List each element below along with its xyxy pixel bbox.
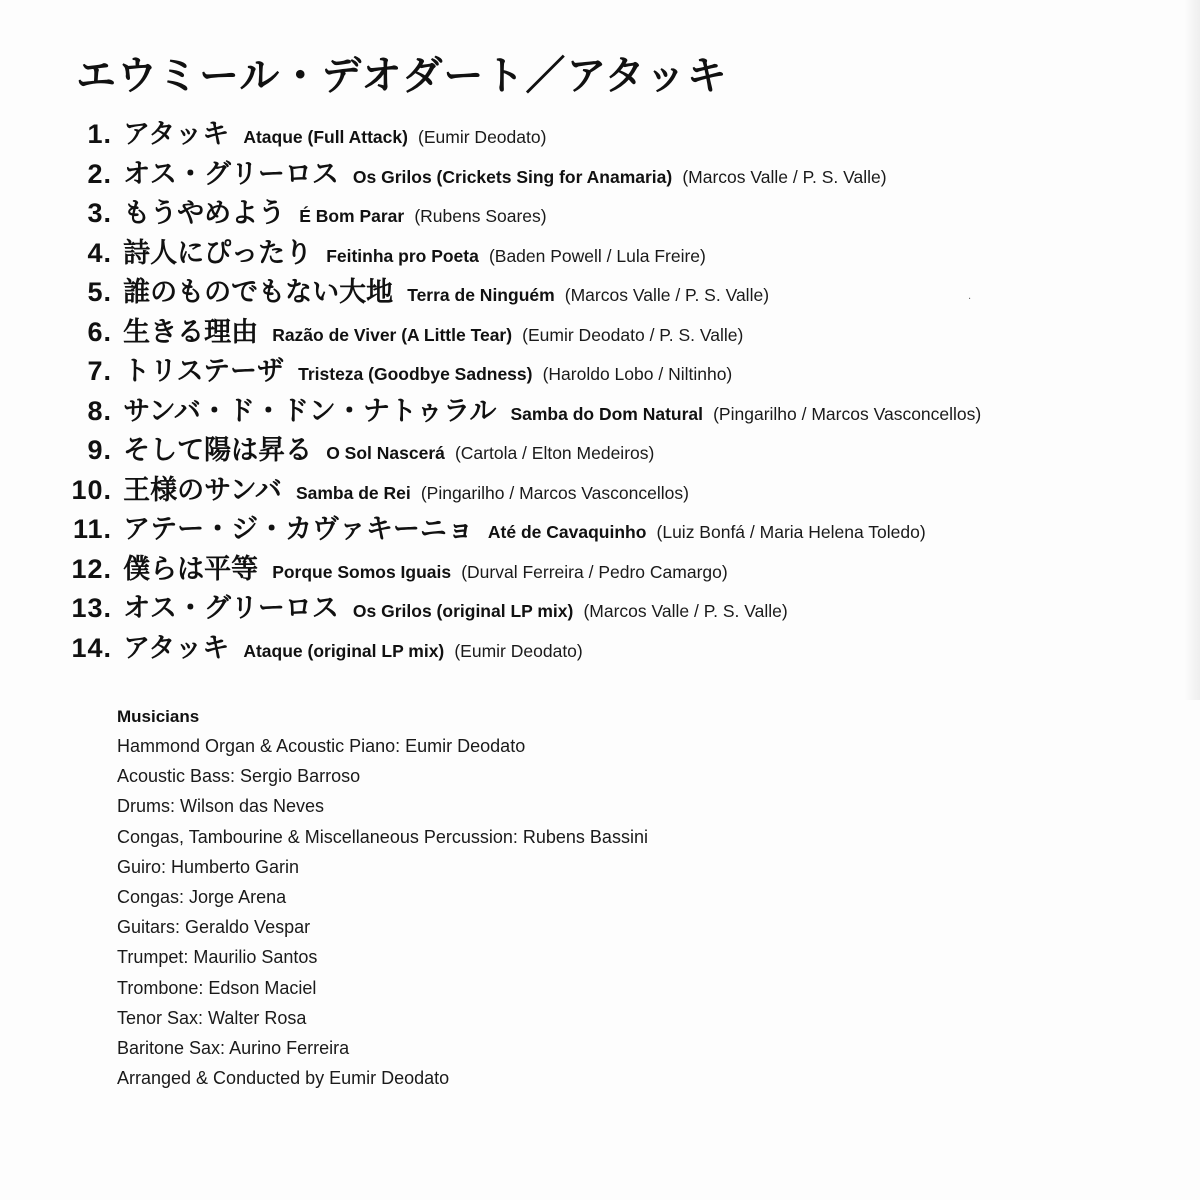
track-title-original: Até de Cavaquinho [487, 522, 647, 542]
track-number: 2. [87, 158, 112, 189]
track-title-japanese: そして陽は昇る [123, 435, 313, 466]
track-composer-credit: (Eumir Deodato) [454, 640, 583, 661]
track-row [0, 234, 1200, 274]
track-title-japanese: アテー・ジ・カヴァキーニョ [123, 514, 474, 545]
musician-credit: Guiro: Humberto Garin [117, 856, 300, 877]
track-composer-credit: (Cartola / Elton Medeiros) [454, 443, 655, 463]
album-title: エウミール・デオダート／アタッキ [76, 53, 728, 99]
track-composer-credit: (Pingarilho / Marcos Vasconcellos) [713, 403, 982, 424]
track-title-original: Os Grilos (original LP mix) [352, 601, 574, 621]
musician-credit: Arranged & Conducted by Eumir Deodato [117, 1068, 450, 1089]
musician-credit: Trombone: Edson Maciel [117, 977, 317, 998]
musician-credit: Drums: Wilson das Neves [117, 796, 325, 817]
track-title-original: Ataque (Full Attack) [243, 127, 408, 147]
track-title-original: Ataque (original LP mix) [243, 640, 445, 661]
track-title-japanese: サンバ・ド・ドン・ナトゥラル [123, 395, 497, 427]
track-title-japanese: もうやめよう [123, 198, 286, 229]
track-row [0, 471, 1200, 511]
track-composer-credit: (Eumir Deodato / P. S. Valle) [522, 324, 744, 345]
track-composer-credit: (Marcos Valle / P. S. Valle) [682, 166, 887, 187]
track-row [0, 431, 1200, 471]
track-number: 9. [87, 435, 112, 465]
track-row [0, 392, 1200, 432]
scan-speck: · [968, 294, 972, 305]
musician-credit: Congas: Jorge Arena [117, 886, 287, 907]
track-list [0, 115, 1200, 668]
musician-credit: Baritone Sax: Aurino Ferreira [117, 1037, 350, 1058]
track-title-japanese: オス・グリーロス [123, 158, 339, 190]
track-number: 8. [87, 395, 112, 426]
track-row [0, 155, 1200, 195]
track-number: 11. [72, 514, 112, 544]
track-row [0, 589, 1200, 629]
track-title-original: Tristeza (Goodbye Sadness) [298, 364, 533, 384]
musicians-heading: Musicians [117, 707, 200, 726]
track-row [0, 510, 1200, 550]
track-row [0, 313, 1200, 353]
track-title-original: Feitinha pro Poeta [326, 245, 479, 266]
track-row [0, 273, 1200, 313]
track-row [0, 550, 1200, 590]
track-title-original: Samba de Rei [295, 482, 411, 503]
track-title-japanese: オス・グリーロス [123, 593, 339, 624]
track-composer-credit: (Haroldo Lobo / Niltinho) [542, 364, 733, 384]
track-composer-credit: (Marcos Valle / P. S. Valle) [583, 601, 788, 621]
track-row [0, 115, 1200, 155]
track-number: 5. [87, 277, 112, 307]
track-title-japanese: 王様のサンバ [123, 474, 282, 506]
track-title-original: É Bom Parar [299, 206, 405, 226]
track-title-japanese: トリステーザ [123, 356, 285, 387]
track-title-original: Os Grilos (Crickets Sing for Anamaria) [352, 166, 673, 187]
track-number: 4. [87, 237, 112, 268]
musician-credit: Acoustic Bass: Sergio Barroso [117, 766, 361, 787]
track-number: 3. [87, 198, 112, 228]
track-title-japanese: 誰のものでもない大地 [123, 277, 394, 308]
track-title-japanese: アタッキ [123, 119, 230, 150]
track-number: 1. [87, 119, 112, 149]
track-composer-credit: (Luiz Bonfá / Maria Helena Toledo) [656, 522, 926, 542]
track-title-japanese: 詩人にぴったり [123, 237, 313, 269]
track-number: 10. [71, 474, 112, 505]
track-number: 14. [71, 632, 112, 663]
track-composer-credit: (Eumir Deodato) [418, 127, 547, 147]
musician-credit: Trumpet: Maurilio Santos [117, 947, 318, 968]
track-title-original: Razão de Viver (A Little Tear) [272, 324, 513, 345]
track-composer-credit: (Pingarilho / Marcos Vasconcellos) [420, 482, 689, 503]
track-composer-credit: (Durval Ferreira / Pedro Camargo) [461, 561, 728, 582]
track-row [0, 629, 1200, 669]
track-row [0, 194, 1200, 234]
track-composer-credit: (Rubens Soares) [414, 206, 547, 226]
track-number: 13. [71, 593, 112, 623]
musician-list [117, 731, 648, 1093]
track-row [0, 352, 1200, 392]
track-number: 12. [71, 553, 112, 584]
track-composer-credit: (Marcos Valle / P. S. Valle) [564, 285, 770, 305]
track-composer-credit: (Baden Powell / Lula Freire) [488, 245, 706, 266]
track-title-original: O Sol Nascerá [326, 443, 445, 463]
musician-credit: Tenor Sax: Walter Rosa [117, 1007, 307, 1028]
musicians-section [117, 703, 648, 1093]
track-title-japanese: アタッキ [123, 632, 230, 664]
track-title-original: Porque Somos Iguais [272, 561, 452, 582]
track-title-japanese: 僕らは平等 [123, 553, 259, 585]
track-title-original: Samba do Dom Natural [510, 403, 704, 424]
track-title-original: Terra de Ninguém [407, 285, 555, 305]
track-number: 6. [87, 316, 112, 347]
track-title-japanese: 生きる理由 [123, 316, 259, 348]
musician-credit: Hammond Organ & Acoustic Piano: Eumir Deodato [117, 736, 526, 756]
musician-credit: Congas, Tambourine & Miscellaneous Percussion: Rubens Bassini [117, 826, 648, 847]
track-number: 7. [87, 356, 112, 386]
musician-credit: Guitars: Geraldo Vespar [117, 917, 311, 938]
